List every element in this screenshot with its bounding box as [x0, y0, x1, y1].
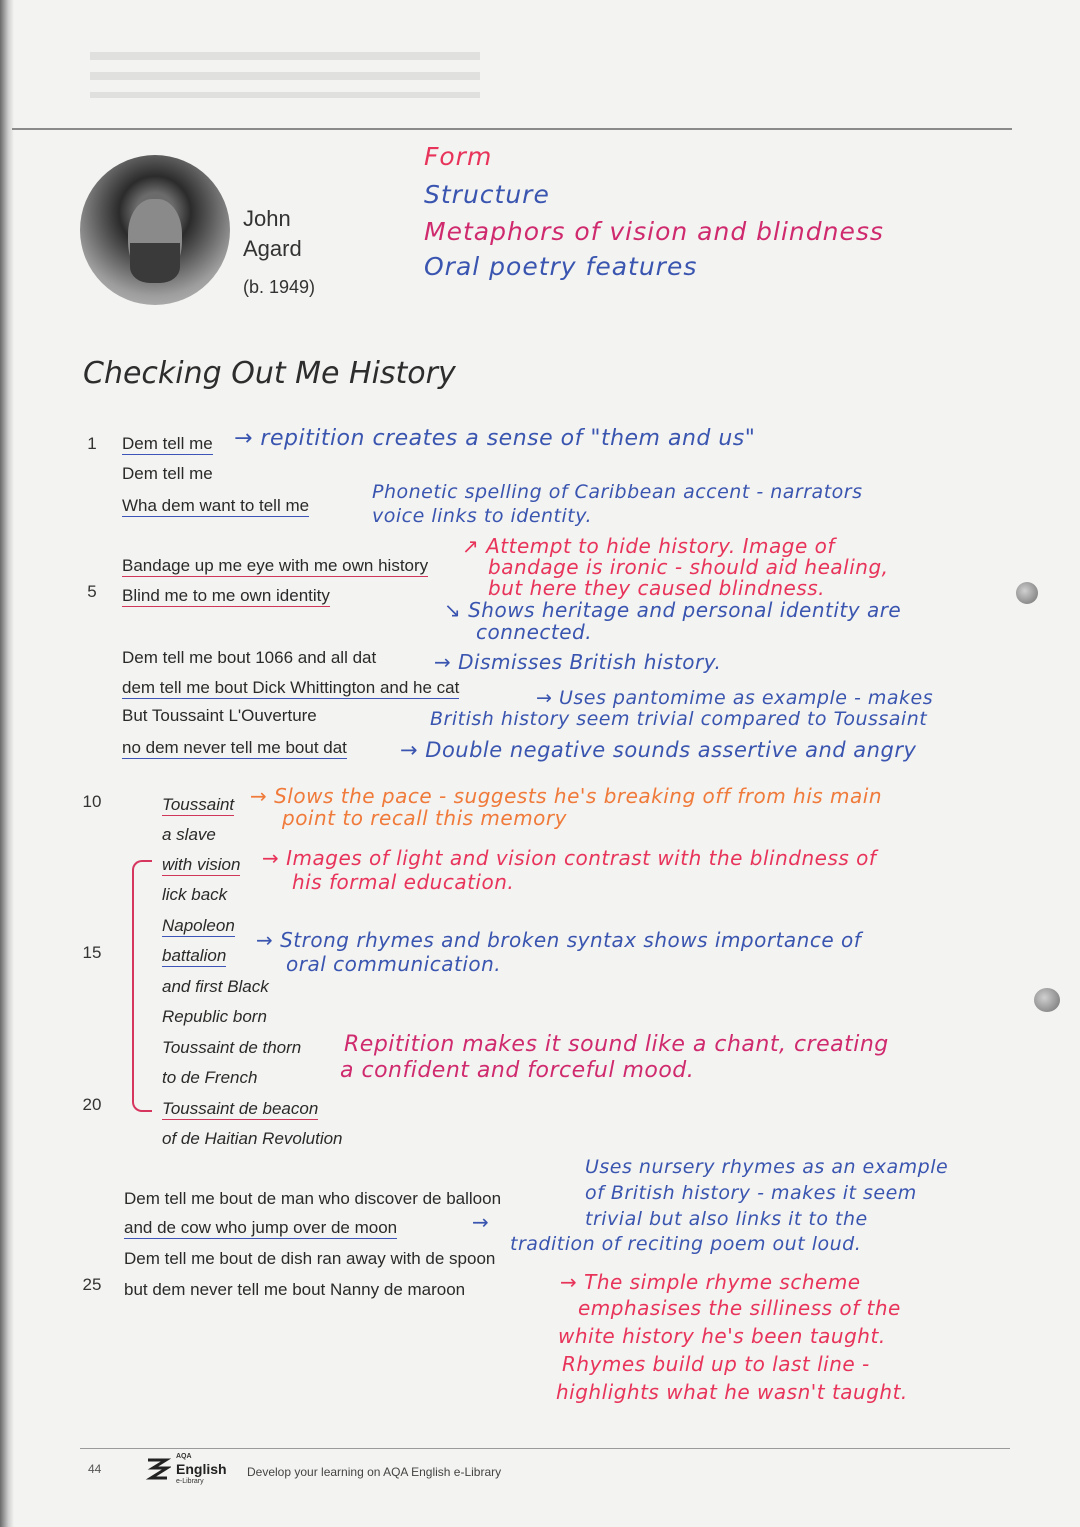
annotation: → The simple rhyme scheme: [560, 1270, 861, 1294]
annotation: oral communication.: [286, 952, 502, 976]
poem-line: Blind me to me own identity: [122, 586, 330, 605]
line-number: 10: [82, 792, 102, 811]
page-number: 44: [88, 1462, 102, 1476]
logo-sub: e-Library: [176, 1478, 204, 1485]
poet-birth-year: (b. 1949): [243, 277, 316, 297]
annotation: ↗ Attempt to hide history. Image of: [462, 534, 835, 558]
faded-header-text: [90, 52, 480, 98]
poem-line: dem tell me bout Dick Whittington and he cat: [122, 678, 460, 697]
theme-oral-poetry: Oral poetry features: [424, 252, 698, 281]
poem-line: Wha dem want to tell me: [122, 496, 310, 515]
annotation: connected.: [476, 620, 593, 644]
line-number: 1: [87, 434, 97, 453]
line-number: 15: [82, 943, 102, 962]
line-number: 20: [82, 1095, 102, 1114]
poem-line: Dem tell me: [122, 464, 213, 483]
annotation: British history seem trivial compared to Toussaint: [430, 708, 928, 730]
poet-first-name: John: [243, 206, 291, 231]
annotation: Rhymes build up to last line -: [562, 1352, 870, 1376]
annotation: point to recall this memory: [282, 806, 567, 830]
poem-line: Dem tell me bout 1066 and all dat: [122, 648, 377, 667]
poem-line: lick back: [162, 885, 228, 904]
annotation: ↘ Shows heritage and personal identity are: [444, 598, 902, 622]
annotation: → Dismisses British history.: [434, 650, 722, 674]
scan-artifact-dot: [1016, 582, 1038, 604]
poem-line: Toussaint de thorn: [162, 1038, 302, 1057]
poem-line: Toussaint: [162, 795, 235, 814]
logo-name: English: [176, 1461, 227, 1477]
footer-text: Develop your learning on AQA English e-Library: [247, 1465, 502, 1479]
annotation: voice links to identity.: [372, 505, 593, 527]
poem-line: Toussaint de beacon: [162, 1099, 319, 1118]
poet-last-name: Agard: [243, 236, 302, 261]
annotation: of British history - makes it seem: [585, 1182, 917, 1204]
poem-line: Napoleon: [162, 916, 235, 935]
poem-line: a slave: [162, 825, 216, 844]
poem-line: Republic born: [162, 1007, 267, 1026]
portrait-beard: [130, 243, 180, 283]
line-number: 5: [87, 582, 97, 601]
annotation: → Double negative sounds assertive and angry: [400, 738, 917, 762]
poem-title: Checking Out Me History: [83, 356, 456, 391]
poem-line: Dem tell me: [122, 434, 213, 453]
annotation: → Slows the pace - suggests he's breaking off from his main: [250, 784, 883, 808]
theme-form: Form: [424, 142, 493, 171]
annotation: → repitition creates a sense of "them and us": [234, 426, 756, 451]
pink-bracket: [132, 860, 152, 1112]
annotation: trivial but also links it to the: [585, 1208, 868, 1230]
theme-structure: Structure: [424, 180, 550, 209]
annotation: emphasises the silliness of the: [578, 1296, 901, 1320]
annotation: Uses nursery rhymes as an example: [585, 1156, 949, 1178]
poem-line: with vision: [162, 855, 241, 874]
poem-line: but dem never tell me bout Nanny de maroon: [124, 1280, 466, 1299]
logo-brand: AQA: [176, 1453, 192, 1460]
poem-line: and first Black: [162, 977, 269, 996]
poem-line: of de Haitian Revolution: [162, 1129, 343, 1148]
poem-line: battalion: [162, 946, 227, 965]
aqa-english-logo-icon: [145, 1456, 171, 1484]
poem-line: Dem tell me bout de dish ran away with de spoon: [124, 1249, 496, 1268]
theme-metaphors: Metaphors of vision and blindness: [424, 217, 884, 246]
annotation: highlights what he wasn't taught.: [556, 1380, 908, 1404]
scan-artifact-dot: [1034, 988, 1060, 1012]
poem-line: But Toussaint L'Ouverture: [122, 706, 317, 725]
poem-line: no dem never tell me bout dat: [122, 738, 347, 757]
annotation: white history he's been taught.: [558, 1324, 886, 1348]
poem-line: to de French: [162, 1068, 258, 1087]
poem-line: Dem tell me bout de man who discover de balloon: [124, 1189, 502, 1208]
scan-edge: [0, 0, 14, 1527]
annotation: tradition of reciting poem out loud.: [510, 1233, 862, 1255]
annotation: Phonetic spelling of Caribbean accent - narrators: [372, 481, 863, 503]
annotation-arrow: →: [472, 1210, 490, 1234]
poet-portrait: [80, 155, 230, 305]
annotation: his formal education.: [292, 870, 515, 894]
annotation: → Uses pantomime as example - makes: [536, 687, 934, 709]
poem-line: and de cow who jump over de moon: [124, 1218, 398, 1237]
line-number: 25: [82, 1275, 102, 1294]
annotation: → Strong rhymes and broken syntax shows importance of: [256, 928, 862, 952]
bottom-rule: [80, 1448, 1010, 1449]
poem-line: Bandage up me eye with me own history: [122, 556, 429, 575]
annotation: → Images of light and vision contrast with the blindness of: [262, 846, 877, 870]
annotation: Repitition makes it sound like a chant, creating: [344, 1032, 889, 1057]
annotation: bandage is ironic - should aid healing,: [488, 555, 889, 579]
top-rule: [12, 128, 1012, 130]
annotation: but here they caused blindness.: [488, 576, 826, 600]
annotation: a confident and forceful mood.: [340, 1058, 695, 1083]
